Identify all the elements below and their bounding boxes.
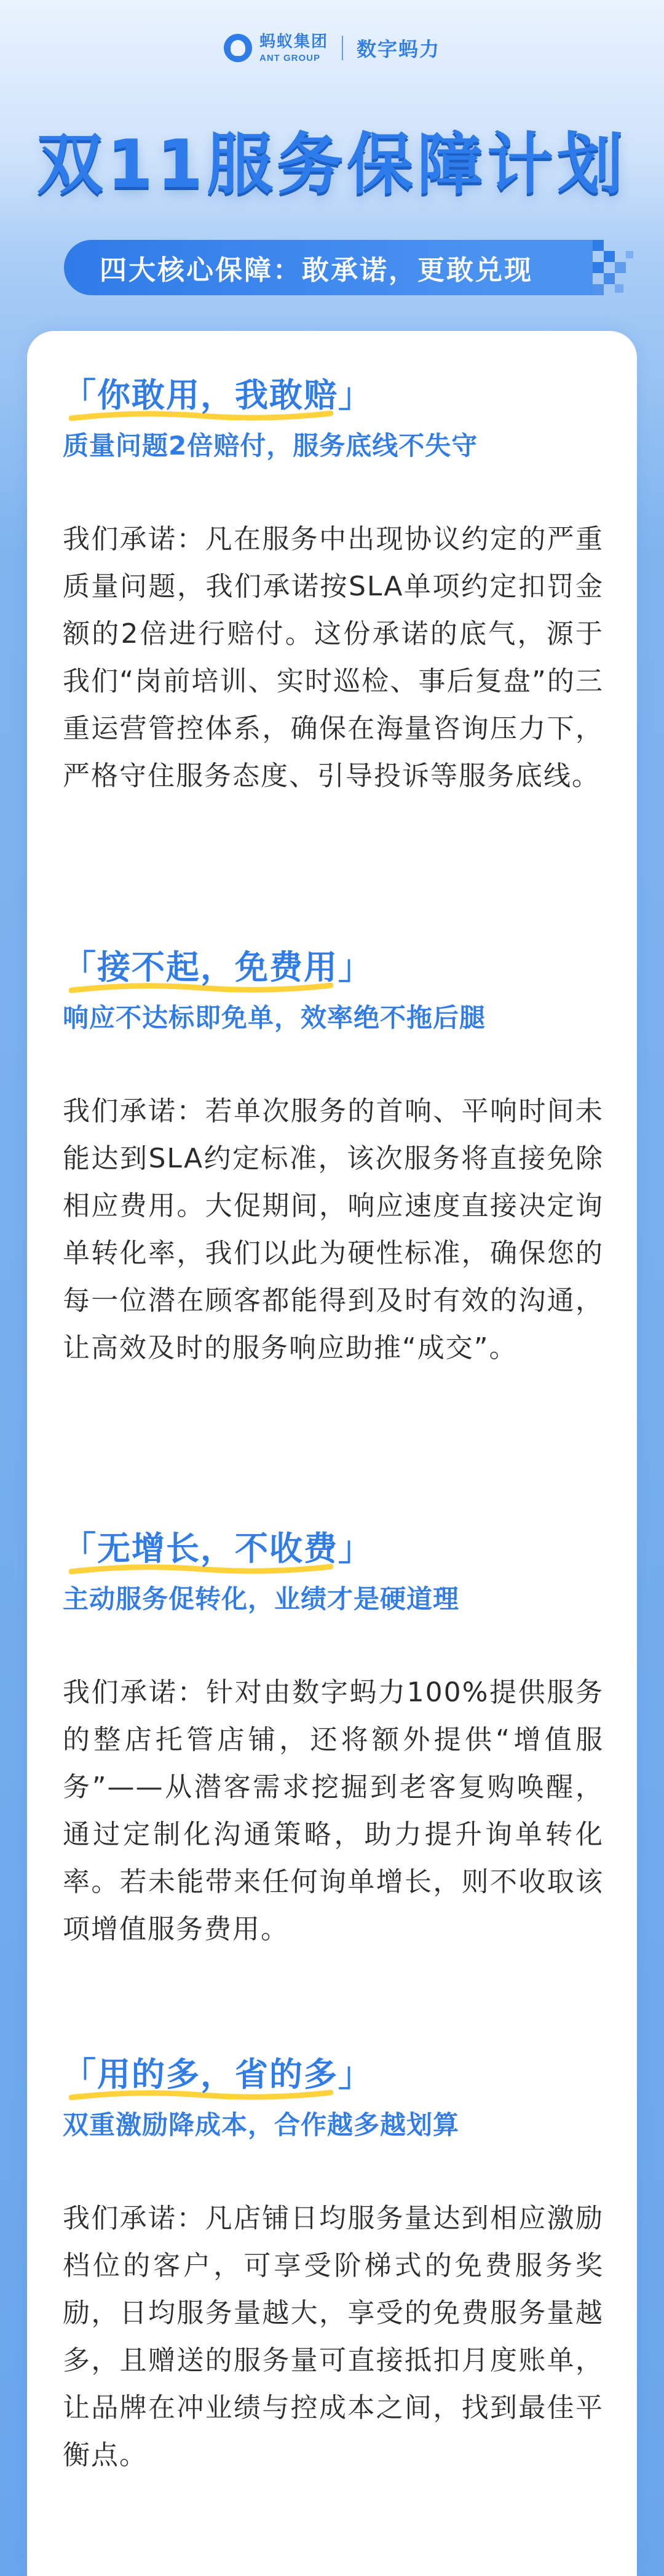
ant-group-name-cn: 蚂蚁集团 — [259, 32, 328, 51]
subtitle-text: 四大核心保障：敢承诺，更敢兑现 — [100, 255, 533, 286]
section-title: 「接不起，免费用」 — [63, 948, 373, 987]
section-no-growth-no-fee — [63, 1527, 604, 1953]
section-subtitle: 质量问题2倍赔付，服务底线不失守 — [63, 431, 478, 461]
section-free-if-slow — [63, 946, 604, 1372]
ant-group-name-en: ANT GROUP — [259, 52, 320, 63]
section-body: 我们承诺：针对由数字蚂力100%提供服务的整店托管店铺，还将额外提供“增值服务”——从潜客需求挖掘到老客复购唤醒，通过定制化沟通策略，助力提升询单转化率。若未能带来任何询单增长，则不收取该项增值服务费用。 — [63, 1677, 604, 1945]
section-title: 「用的多，省的多」 — [63, 2055, 373, 2094]
section-use-more-save-more — [63, 2053, 604, 2479]
logo-divider — [342, 36, 343, 60]
section-title: 「无增长，不收费」 — [63, 1529, 373, 1568]
section-body: 我们承诺：凡店铺日均服务量达到相应激励档位的客户，可享受阶梯式的免费服务奖励，日均服务量越大，享受的免费服务量越多，且赠送的服务量可直接抵扣月度账单，让品牌在冲业绩与控成本之间，找到最佳平衡点。 — [63, 2203, 604, 2471]
content-card — [27, 331, 637, 2576]
section-body: 我们承诺：凡在服务中出现协议约定的严重质量问题，我们承诺按SLA单项约定扣罚金额的2倍进行赔付。这份承诺的底气，源于我们“岗前培训、实时巡检、事后复盘”的三重运营管控体系，确保在海量咨询压力下，严格守住服务态度、引导投诉等服务底线。 — [63, 523, 604, 792]
logo-bar — [0, 23, 664, 73]
section-compensation — [63, 374, 604, 800]
ant-group-icon — [224, 34, 252, 62]
section-subtitle: 双重激励降成本，合作越多越划算 — [63, 2110, 460, 2140]
section-subtitle: 响应不达标即免单，效率绝不拖后腿 — [63, 1003, 486, 1033]
section-body: 我们承诺：若单次服务的首响、平响时间未能达到SLA约定标准，该次服务将直接免除相应费用。大促期间，响应速度直接决定询单转化率，我们以此为硬性标准，确保您的每一位潜在顾客都能得到及时有效的沟通，让高效及时的服务响应助推“成交”。 — [63, 1095, 604, 1364]
subtitle-banner — [64, 240, 593, 295]
page-title: 双11服务保障计划 — [36, 126, 628, 203]
section-title: 「你敢用，我敢赔」 — [63, 376, 373, 415]
section-subtitle: 主动服务促转化，业绩才是硬道理 — [63, 1584, 460, 1614]
brand-logo-text: 数字蚂力 — [357, 38, 441, 61]
ant-group-logo — [224, 34, 328, 63]
